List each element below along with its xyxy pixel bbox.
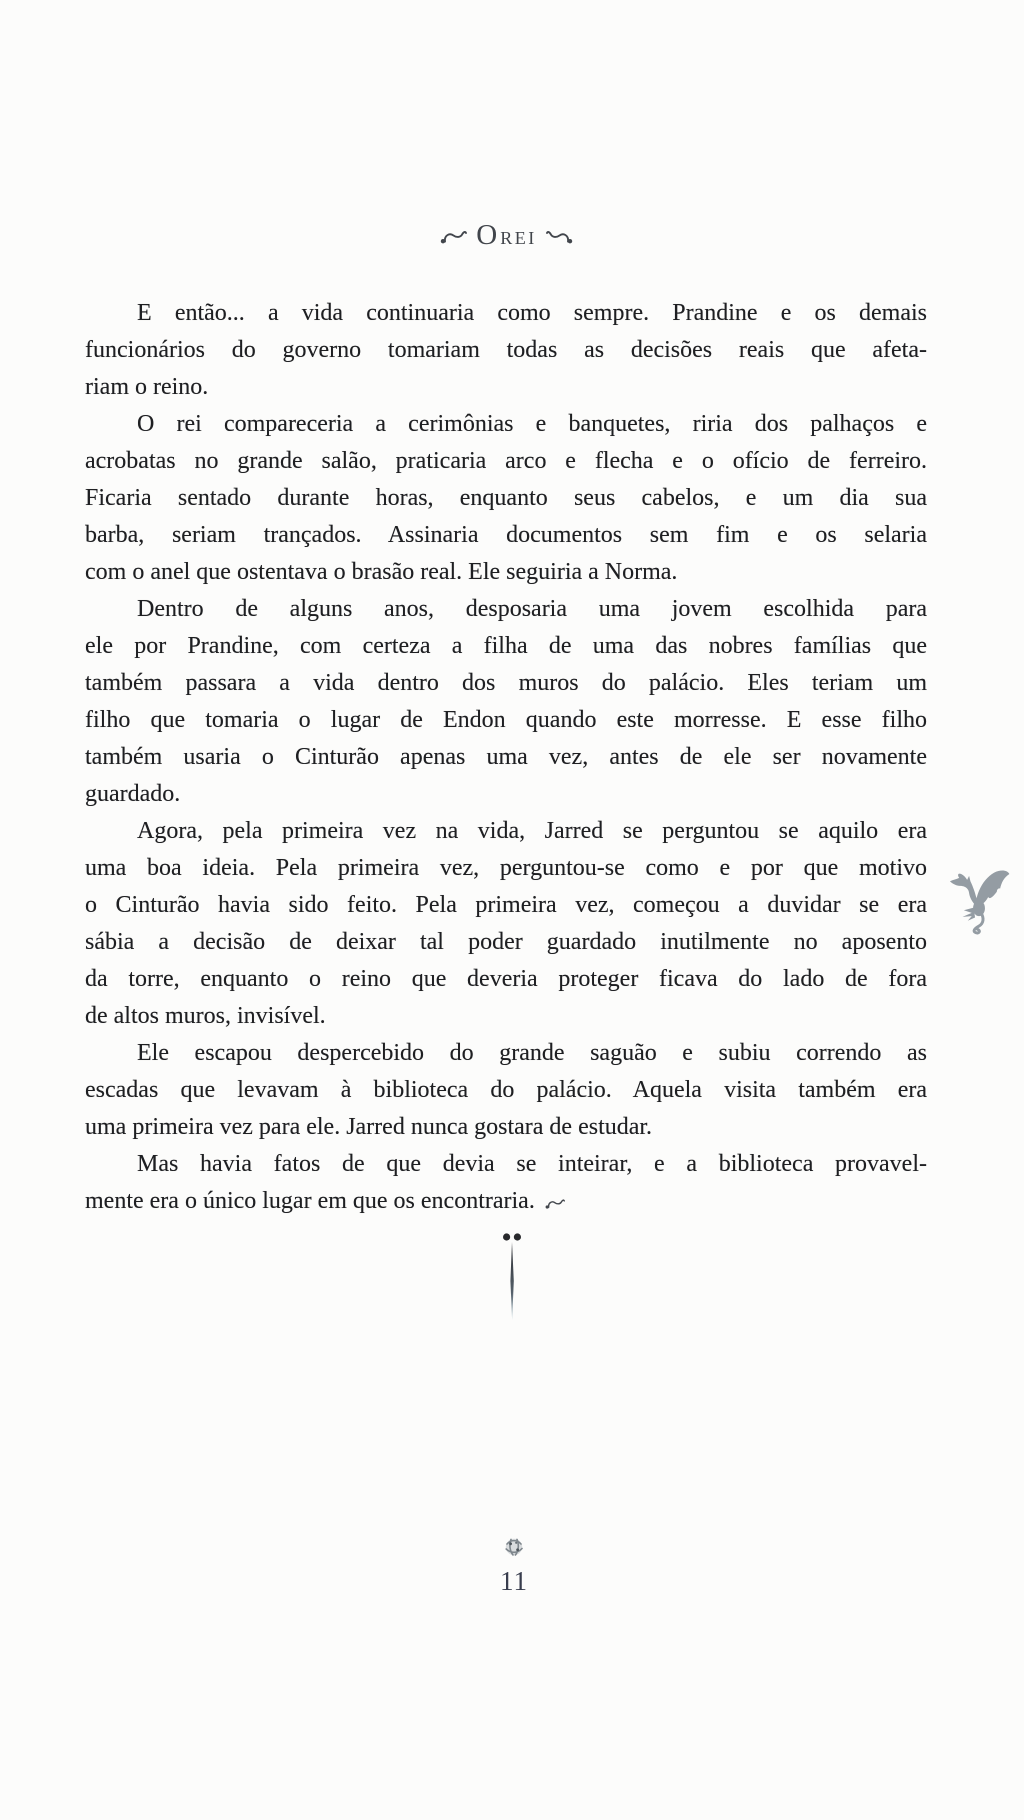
text-line: da torre, enquanto o reino que deveria proteger ficava do lado de fora [85, 966, 927, 992]
chapter-title-initial: O [476, 219, 499, 251]
text-line: E então... a vida continuaria como sempre. Prandine e os demais [137, 300, 927, 326]
knot-ornament-icon [503, 1536, 525, 1558]
text-line: guardado. [85, 781, 181, 807]
chapter-title-rest: REI [500, 228, 537, 248]
text-line: uma primeira vez para ele. Jarred nunca gostara de estudar. [85, 1114, 653, 1140]
text-line: Dentro de alguns anos, desposaria uma jovem escolhida para [137, 596, 927, 622]
text-line: ele por Prandine, com certeza a filha de uma das nobres famílias que [85, 633, 927, 659]
chapter-header [85, 221, 928, 252]
text-line: sábia a decisão de deixar tal poder guardado inutilmente no aposento [85, 929, 927, 955]
text-line: de altos muros, invisível. [85, 1003, 326, 1029]
swash-left-icon [440, 228, 467, 245]
chapter-end-swash-icon [545, 1197, 565, 1210]
page-number: 11 [500, 1566, 528, 1596]
text-line: barba, seriam trançados. Assinaria documentos sem fim e os selaria [85, 522, 927, 548]
text-line: Mas havia fatos de que devia se inteirar, e a biblioteca provavel- [137, 1151, 927, 1177]
text-line: uma boa ideia. Pela primeira vez, perguntou-se como e por que motivo [85, 855, 927, 881]
text-line: Ficaria sentado durante horas, enquanto seus cabelos, e um dia sua [85, 485, 927, 511]
text-line: acrobatas no grande salão, praticaria arco e flecha e o ofício de ferreiro. [85, 448, 927, 474]
text-line: o Cinturão havia sido feito. Pela primeira vez, começou a duvidar se era [85, 892, 927, 918]
text-line: mente era o único lugar em que os encontraria. [85, 1183, 927, 1220]
needle-icon [498, 1231, 526, 1323]
text-line: também usaria o Cinturão apenas uma vez, antes de ele ser novamente [85, 744, 927, 770]
chapter-title [476, 221, 536, 252]
text-line: também passara a vida dentro dos muros do palácio. Eles teriam um [85, 670, 927, 696]
text-line: com o anel que ostentava o brasão real. Ele seguiria a Norma. [85, 559, 678, 585]
body-text [85, 295, 927, 1220]
text-line: Ele escapou despercebido do grande saguão e subiu correndo as [137, 1040, 927, 1066]
text-line: O rei compareceria a cerimônias e banquetes, riria dos palhaços e [137, 411, 927, 437]
swash-right-icon [546, 228, 573, 245]
text-line: riam o reino. [85, 374, 209, 400]
dragon-icon [946, 867, 1012, 935]
text-line: filho que tomaria o lugar de Endon quando este morresse. E esse filho [85, 707, 927, 733]
text-line: escadas que levavam à biblioteca do palácio. Aquela visita também era [85, 1077, 927, 1103]
text-line: Agora, pela primeira vez na vida, Jarred se perguntou se aquilo era [137, 818, 927, 844]
text-line: funcionários do governo tomariam todas as decisões reais que afeta- [85, 337, 927, 363]
